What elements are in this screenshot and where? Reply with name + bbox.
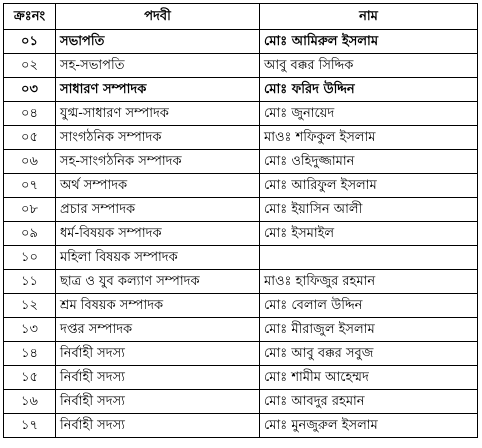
table-row	[4, 390, 478, 414]
serial-cell: ০৯	[4, 222, 56, 246]
post-cell: সহ-সাংগঠনিক সম্পাদক	[56, 150, 260, 174]
table-row	[4, 30, 478, 54]
table-row	[4, 366, 478, 390]
post-cell: যুগ্ম-সাধারণ সম্পাদক	[56, 102, 260, 126]
name-cell: মোঃ বেলাল উদ্দিন	[260, 294, 478, 318]
header-post: পদবী	[56, 4, 260, 30]
post-cell: নির্বাহী সদস্য	[56, 366, 260, 390]
table-header-row	[4, 4, 478, 30]
serial-cell: ১২	[4, 294, 56, 318]
post-cell: সহ-সভাপতি	[56, 54, 260, 78]
table-row	[4, 270, 478, 294]
table-row	[4, 294, 478, 318]
post-cell: নির্বাহী সদস্য	[56, 390, 260, 414]
table-row	[4, 150, 478, 174]
table-row	[4, 126, 478, 150]
table-row	[4, 198, 478, 222]
serial-cell: ০২	[4, 54, 56, 78]
serial-cell: ১১	[4, 270, 56, 294]
committee-table	[3, 3, 478, 438]
name-cell: মোঃ আবদুর রহমান	[260, 390, 478, 414]
serial-cell: ০৪	[4, 102, 56, 126]
name-cell: মোঃ জুনায়েদ	[260, 102, 478, 126]
post-cell: ছাত্র ও যুব কল্যাণ সম্পাদক	[56, 270, 260, 294]
serial-cell: ০১	[4, 30, 56, 54]
serial-cell: ১৩	[4, 318, 56, 342]
serial-cell: ০৭	[4, 174, 56, 198]
name-cell: মাওঃ শফিকুল ইসলাম	[260, 126, 478, 150]
name-cell: মোঃ আরিফুল ইসলাম	[260, 174, 478, 198]
serial-cell: ০৫	[4, 126, 56, 150]
table-row	[4, 246, 478, 270]
table-row	[4, 54, 478, 78]
table-row	[4, 102, 478, 126]
serial-cell: ১৪	[4, 342, 56, 366]
name-cell: মোঃ শামীম আহেম্মদ	[260, 366, 478, 390]
serial-cell: ১৭	[4, 414, 56, 438]
name-cell: মোঃ ইসমাইল	[260, 222, 478, 246]
post-cell: নির্বাহী সদস্য	[56, 342, 260, 366]
table-row	[4, 174, 478, 198]
post-cell: সাংগঠনিক সম্পাদক	[56, 126, 260, 150]
name-cell: মাওঃ হাফিজুর রহমান	[260, 270, 478, 294]
name-cell: মোঃ মীরাজুল ইসলাম	[260, 318, 478, 342]
table-body	[4, 30, 478, 438]
table-row	[4, 78, 478, 102]
post-cell: সভাপতি	[56, 30, 260, 54]
name-cell: মোঃ আবু বক্কর সবুজ	[260, 342, 478, 366]
table-row	[4, 342, 478, 366]
serial-cell: ০৬	[4, 150, 56, 174]
serial-cell: ১৫	[4, 366, 56, 390]
name-cell: মোঃ ইয়াসিন আলী	[260, 198, 478, 222]
header-name: নাম	[260, 4, 478, 30]
name-cell	[260, 246, 478, 270]
name-cell: আবু বক্কর সিদ্দিক	[260, 54, 478, 78]
name-cell: মোঃ ওহিদুজ্জামান	[260, 150, 478, 174]
post-cell: অর্থ সম্পাদক	[56, 174, 260, 198]
table-row	[4, 414, 478, 438]
name-cell: মোঃ আমিরুল ইসলাম	[260, 30, 478, 54]
post-cell: দপ্তর সম্পাদক	[56, 318, 260, 342]
post-cell: ধর্ম-বিষয়ক সম্পাদক	[56, 222, 260, 246]
post-cell: মহিলা বিষয়ক সম্পাদক	[56, 246, 260, 270]
post-cell: নির্বাহী সদস্য	[56, 414, 260, 438]
header-serial: ক্রঃনং	[4, 4, 56, 30]
post-cell: প্রচার সম্পাদক	[56, 198, 260, 222]
serial-cell: ০৮	[4, 198, 56, 222]
table-row	[4, 222, 478, 246]
serial-cell: ১০	[4, 246, 56, 270]
post-cell: সাধারণ সম্পাদক	[56, 78, 260, 102]
name-cell: মোঃ ফরিদ উদ্দিন	[260, 78, 478, 102]
serial-cell: ০৩	[4, 78, 56, 102]
table-row	[4, 318, 478, 342]
post-cell: শ্রম বিষয়ক সম্পাদক	[56, 294, 260, 318]
name-cell: মোঃ মুনজুরুল ইসলাম	[260, 414, 478, 438]
serial-cell: ১৬	[4, 390, 56, 414]
